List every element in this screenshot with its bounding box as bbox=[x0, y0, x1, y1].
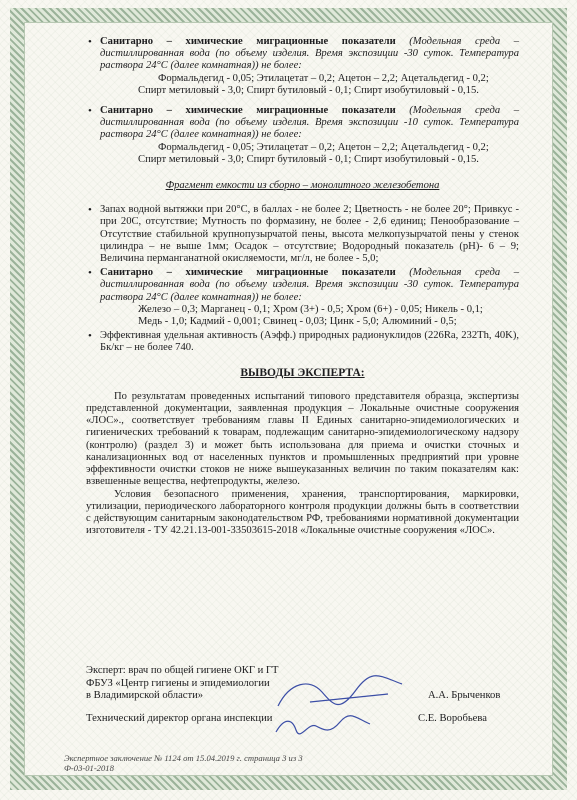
section-values-line: Формальдегид - 0,05; Этилацетат – 0,2; Ацетон – 2,2; Ацетальдегид - 0,2; bbox=[158, 72, 489, 84]
migration-section-3 bbox=[86, 267, 519, 328]
footer-form-code: Ф-03-01-2018 bbox=[64, 762, 114, 773]
section-values-line: Медь - 1,0; Кадмий - 0,001; Свинец - 0,03; Цинк - 5,0; Алюминий - 0,5; bbox=[138, 316, 457, 328]
expert-org-line: ФБУЗ «Центр гигиены и эпидемиологии bbox=[86, 677, 270, 689]
expert-name: А.А. Брыченков bbox=[428, 690, 501, 701]
section-condition: (Модельная среда – дистиллированная вода (по объему изделия. Время экспозиции -30 суток. Температура раствора 24°С (далее комнатная)) не более: bbox=[100, 36, 520, 72]
section-condition: (Модельная среда – дистиллированная вода (по объему изделия. Время экспозиции -30 суток. Температура раствора 24°С (далее комнатная)) не более: bbox=[100, 267, 520, 303]
section-heading: Санитарно – химические миграционные показатели bbox=[100, 36, 396, 47]
radionuclide-bullet: • Эффективная удельная активность (Аэфф.) природных радионуклидов (226Ra, 232Th, 40K), Бк/кг – не более 740. bbox=[86, 330, 519, 354]
organoleptic-bullet: • Запах водной вытяжки при 20°С, в баллах - не более 2; Цветность - не более 20°; Привкус - при 20С, отсутствие; Мутность по формазину, не более - 2,6 единиц; Пенообразование – Отсутствие стабильной крупнопузырчатой пены, высота мелкопузырчатой пены у стенок цилиндра – не выше 1мм; Осадок – отсутствие; Водородный показатель (рН)- 6 – 9; Величина перманганатной окисляемости, мг/л, не более - 5,0; bbox=[86, 204, 519, 265]
section-heading: Санитарно – химические миграционные показатели bbox=[100, 105, 396, 117]
conclusion-title: ВЫВОДЫ ЭКСПЕРТА: bbox=[240, 366, 365, 379]
migration-section-2 bbox=[86, 105, 519, 166]
section-condition: (Модельная среда – дистиллированная вода (по объему изделия. Время экспозиции -10 суток. Температура раствора 24°С (далее комнатная)) не более: bbox=[100, 105, 520, 141]
page-footer bbox=[64, 754, 303, 773]
footer-reference: Экспертное заключение № 1124 от 15.04.2019 г. страница 3 из 3 bbox=[64, 753, 303, 763]
director-title: Технический директор органа инспекции bbox=[86, 712, 273, 724]
migration-section-1 bbox=[86, 36, 519, 97]
document-body bbox=[86, 36, 519, 537]
conclusion-paragraph-2: Условия безопасного применения, хранения, транспортирования, маркировки, утилизации, периодического лабораторного контроля продукции должны быть в соответствии с действующим санитарным законодательством РФ, требованиями нормативной документации изготовителя - ТУ 42.21.13-001-33503615-2018 «Локальные очистные сооружения «ЛОС». bbox=[86, 488, 519, 537]
conclusion-paragraph-1: По результатам проведенных испытаний типового представителя образца, экспертизы представленной документации, заявленная продукция – Локальные очистные сооружения «ЛОС»., соответствует требованиям главы II Единых санитарно-эпидемиологических и гигиенических требований к товарам, подлежащим санитарно-эпидемиологическому надзору (контролю) (раздел 3) и может быть использована для приема и очистки сточных и канализационных вод от населенных пунктов и промышленных предприятий при уровне эффективности очистки стоков не ниже вышеуказанных величин по таким показателям как: взвешенные вещества, нефтепродукты, железо. bbox=[86, 390, 519, 488]
section-values-line: Спирт метиловый - 3,0; Спирт бутиловый - 0,1; Спирт изобутиловый - 0,15. bbox=[138, 153, 479, 165]
fragment-title: Фрагмент емкости из сборно – монолитного железобетона bbox=[165, 180, 440, 192]
director-name: С.Е. Воробьева bbox=[418, 712, 487, 724]
section-values-line: Спирт метиловый - 3,0; Спирт бутиловый - 0,1; Спирт изобутиловый - 0,15. bbox=[138, 84, 479, 96]
director-signature bbox=[270, 712, 380, 740]
section-heading: Санитарно – химические миграционные показатели bbox=[100, 267, 396, 279]
expert-signature bbox=[270, 672, 420, 716]
section-values-line: Формальдегид - 0,05; Этилацетат – 0,2; Ацетон – 2,2; Ацетальдегид - 0,2; bbox=[158, 141, 489, 153]
expert-region-line: в Владимирской области» bbox=[86, 690, 204, 701]
expert-title-line: Эксперт: врач по общей гигиене ОКГ и ГТ bbox=[86, 665, 279, 676]
section-values-line: Железо – 0,3; Марганец - 0,1; Хром (3+) - 0,5; Хром (6+) - 0,05; Никель - 0,1; bbox=[138, 303, 483, 315]
